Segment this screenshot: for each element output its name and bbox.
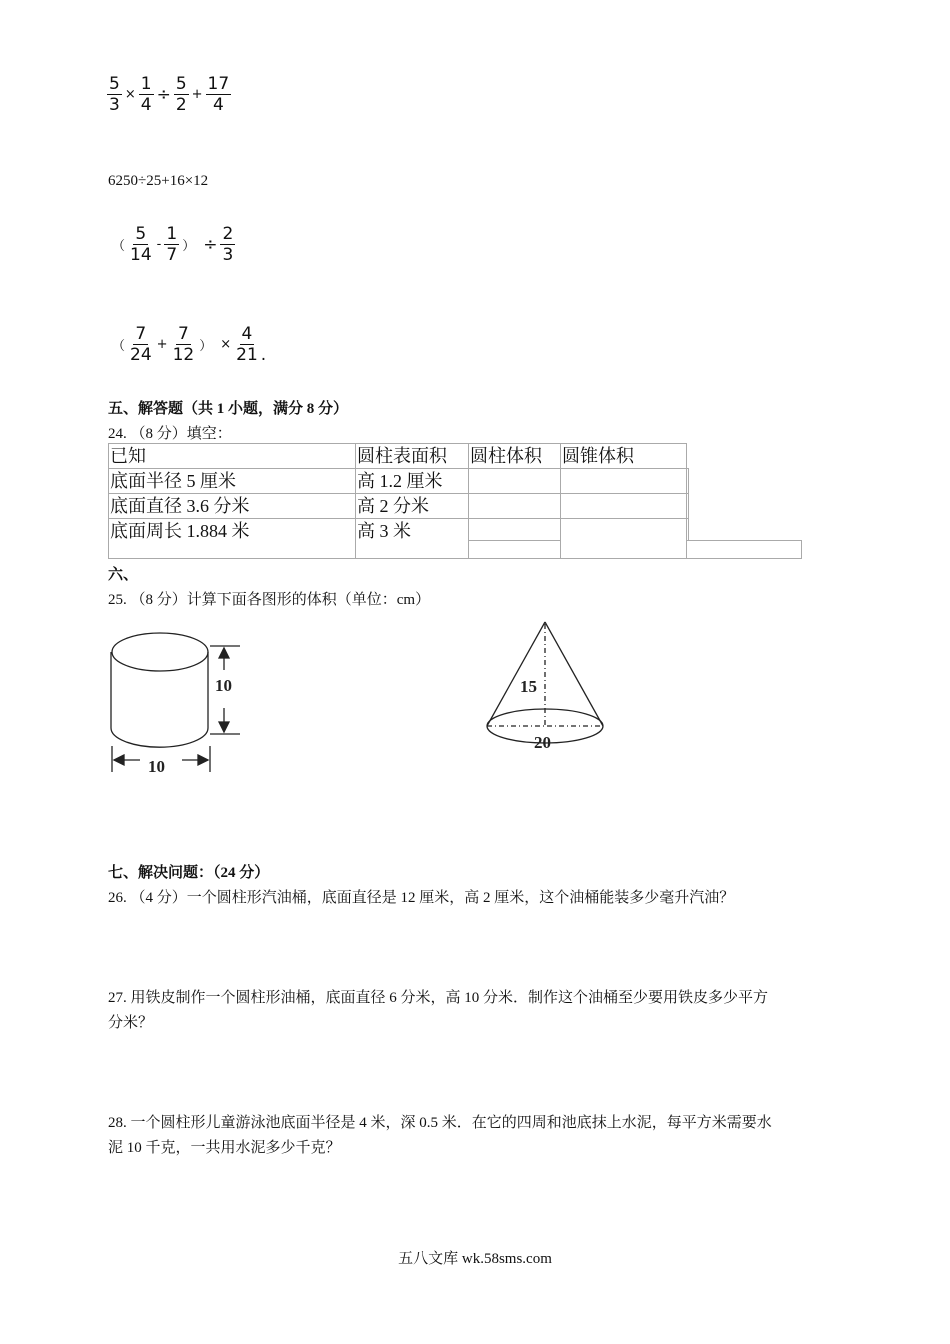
expression-3: （ 5 14 - 1 7 ） ÷ $\frac{2}{3}$ (112, 224, 234, 265)
table-header: 圆柱体积 (470, 446, 542, 466)
table-header: 已知 (110, 446, 146, 466)
fraction: $\frac{1}{4}$ (140, 74, 152, 115)
question-25: 25. （8 分）计算下面各图形的体积（单位：cm） (108, 592, 431, 608)
cone-height-label: 15 (520, 677, 537, 696)
cylinder-height-label: 10 (215, 676, 232, 695)
table-cell: 底面周长 1.884 米 (110, 521, 250, 541)
section-6-title: 六、 (108, 567, 139, 583)
section-5-title: 五、解答题（共 1 小题，满分 8 分） (108, 401, 349, 417)
fraction: 1 7 (166, 224, 178, 265)
question-26: 26. （4 分）一个圆柱形汽油桶，底面直径是 12 厘米，高 2 厘米，这个油桶能装多少毫升汽油？ (108, 890, 735, 906)
table-cell: 高 3 米 (357, 521, 411, 541)
table-cell: 高 2 分米 (357, 496, 429, 516)
expression-2: 6250÷25+16×12 (108, 173, 209, 189)
cone-diameter-label: 20 (534, 733, 551, 752)
table-header: 圆柱表面积 (357, 446, 447, 466)
section-7-title: 七、解决问题：（24 分） (108, 865, 270, 881)
fraction: $\frac{4}{21}$ (236, 324, 258, 365)
cone-figure (487, 622, 603, 743)
fraction: 5 14 (130, 224, 152, 265)
question-24: 24. （8 分）填空： (108, 426, 232, 442)
table-header: 圆锥体积 (562, 446, 634, 466)
expression-1: $\frac{5}{3}$ × $\frac{1}{4}$ ÷ $\frac{5}{2}$ + $\frac{17}{4}$ (109, 74, 230, 115)
question-28-line1: 28. 一个圆柱形儿童游泳池底面半径是 4 米，深 0.5 米．在它的四周和池底抹上水泥，每平方米需要水 (108, 1115, 772, 1131)
fraction: $\frac{7}{12}$ (172, 324, 195, 365)
fraction: $\frac{5}{3}$ (109, 74, 120, 115)
cylinder-figure (111, 633, 240, 772)
table-cell: 底面半径 5 厘米 (110, 471, 236, 491)
table-cell: 底面直径 3.6 分米 (110, 496, 250, 516)
fraction: $\frac{2}{3}$ (222, 224, 234, 265)
table-cell: 高 1.2 厘米 (357, 471, 443, 491)
figures (100, 610, 640, 780)
question-28-line2: 泥 10 千克，一共用水泥多少千克？ (108, 1140, 341, 1156)
fraction: $\frac{17}{4}$ (207, 74, 230, 115)
question-27-line2: 分米？ (108, 1015, 154, 1031)
fraction: 7 24 (130, 324, 152, 365)
fraction: $\frac{5}{2}$ (175, 74, 187, 115)
expression-4: （ 7 24 + $\frac{7}{12}$ ） × $\frac{4}{21}$ . (112, 324, 267, 365)
footer: 五八文库 wk.58sms.com (398, 1251, 552, 1267)
cylinder-diameter-label: 10 (148, 757, 165, 776)
question-27-line1: 27. 用铁皮制作一个圆柱形油桶，底面直径 6 分米，高 10 分米．制作这个油桶至少要用铁皮多少平方 (108, 990, 769, 1006)
